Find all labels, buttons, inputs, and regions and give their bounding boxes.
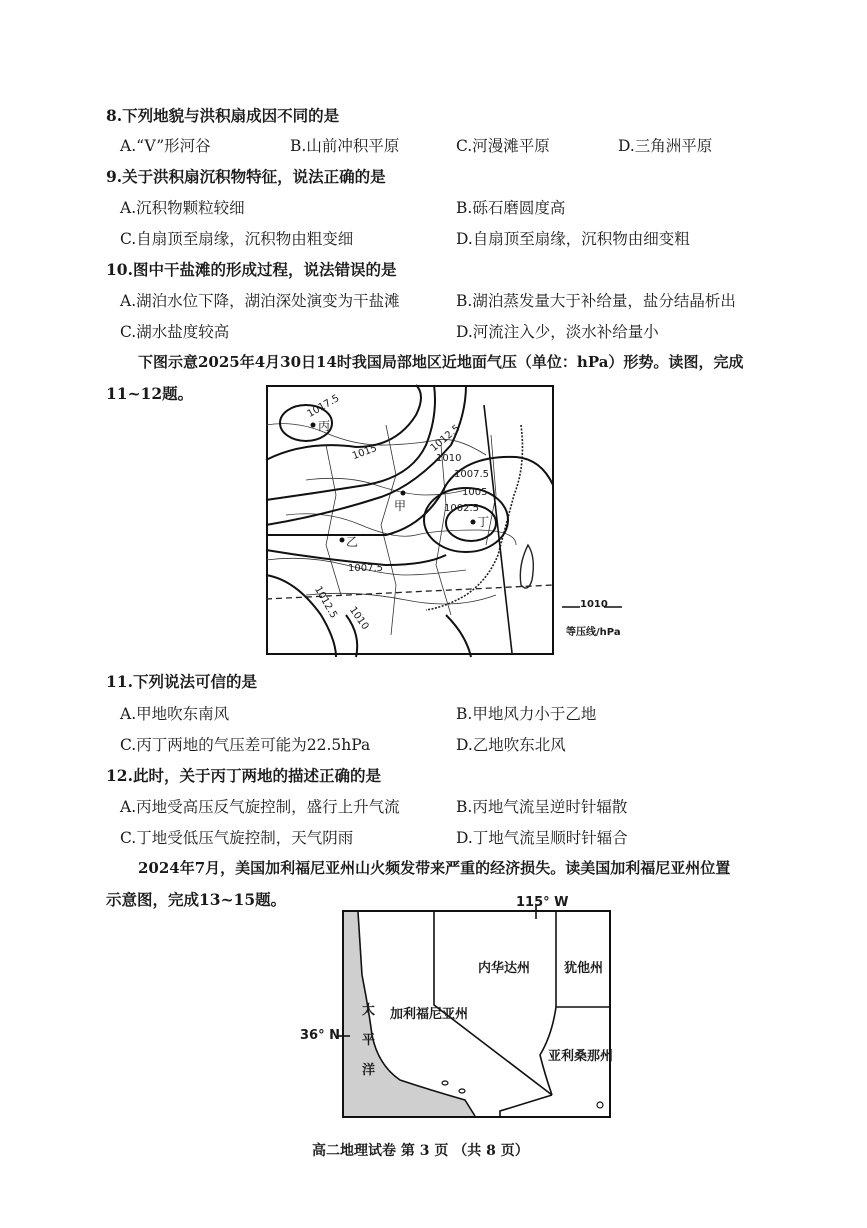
ocean-char-2: 平 <box>362 1033 376 1048</box>
place-bing: 丙 <box>318 419 331 433</box>
q9-option-d: D.自扇顶至扇缘，沉积物由细变粗 <box>456 230 690 248</box>
isobar-label-1005: 1005 <box>462 487 488 498</box>
q11-stem: 11.下列说法可信的是 <box>106 672 257 691</box>
q9-option-b: B.砾石磨圆度高 <box>456 199 566 217</box>
isobar-label-1007-5: 1007.5 <box>454 469 489 480</box>
q10-option-d: D.河流注入少，淡水补给量小 <box>456 323 659 341</box>
isobar-label-1007-5-south: 1007.5 <box>348 563 383 574</box>
q11-option-b: B.甲地风力小于乙地 <box>456 705 597 723</box>
q8-stem: 8.下列地貌与洪积扇成因不同的是 <box>106 106 340 125</box>
q11-option-c: C.丙丁两地的气压差可能为22.5hPa <box>120 736 371 754</box>
legend-isobar-value: 1010 <box>580 599 608 610</box>
state-arizona: 亚利桑那州 <box>548 1049 614 1064</box>
q12-option-b: B.丙地气流呈逆时针辐散 <box>456 798 628 816</box>
longitude-label: 115° W <box>516 895 569 910</box>
isobar-label-1015: 1015 <box>350 442 379 463</box>
intro-1-line-2: 11~12题。 <box>106 384 194 403</box>
intro-2-line-1: 2024年7月，美国加利福尼亚州山火频发带来严重的经济损失。读美国加利福尼亚州位置 <box>138 859 731 877</box>
ocean-char-1: 太 <box>362 1003 376 1018</box>
q8-option-c: C.河漫滩平原 <box>456 137 550 155</box>
q8-option-b: B.山前冲积平原 <box>290 137 400 155</box>
q10-option-c: C.湖水盐度较高 <box>120 323 230 341</box>
q10-stem: 10.图中干盐滩的形成过程，说法错误的是 <box>106 260 397 279</box>
page-footer: 高二地理试卷 第 3 页 （共 8 页） <box>312 1143 529 1159</box>
q12-option-a: A.丙地受高压反气旋控制，盛行上升气流 <box>120 798 400 816</box>
isobar-label-1002-5: 1002.5 <box>444 503 479 514</box>
intro-2-line-2: 示意图，完成13~15题。 <box>106 890 287 909</box>
q12-option-c: C.丁地受低压气旋控制，天气阴雨 <box>120 829 354 847</box>
q11-option-a: A.甲地吹东南风 <box>120 705 230 723</box>
state-nevada: 内华达州 <box>478 961 531 976</box>
q12-option-d: D.丁地气流呈顺时针辐合 <box>456 829 628 847</box>
q10-option-b: B.湖泊蒸发量大于补给量，盐分结晶析出 <box>456 292 736 310</box>
q9-option-a: A.沉积物颗粒较细 <box>120 199 245 217</box>
isobar-label-1012-5-south: 1012.5 <box>311 584 340 621</box>
pressure-map <box>266 385 626 657</box>
legend-isobar-label: 等压线/hPa <box>566 627 621 638</box>
q11-option-d: D.乙地吹东北风 <box>456 736 566 754</box>
isobar-label-1010-south: 1010 <box>346 604 371 633</box>
q10-option-a: A.湖泊水位下降，湖泊深处演变为干盐滩 <box>120 292 400 310</box>
isobar-label-1010: 1010 <box>436 453 462 464</box>
intro-1-line-1: 下图示意2025年4月30日14时我国局部地区近地面气压（单位：hPa）形势。读图，完成 <box>138 353 744 371</box>
place-jia: 甲 <box>394 499 407 513</box>
q9-option-c: C.自扇顶至扇缘，沉积物由粗变细 <box>120 230 354 248</box>
q9-stem: 9.关于洪积扇沉积物特征，说法正确的是 <box>106 167 386 186</box>
q8-option-a: A.“V”形河谷 <box>120 137 211 155</box>
ocean-char-3: 洋 <box>362 1063 376 1078</box>
place-yi: 乙 <box>346 535 359 549</box>
state-utah: 犹他州 <box>564 961 604 976</box>
q8-option-d: D.三角洲平原 <box>618 137 713 155</box>
california-map <box>300 895 620 1125</box>
latitude-label: 36° N <box>300 1028 340 1043</box>
q12-stem: 12.此时，关于丙丁两地的描述正确的是 <box>106 766 381 785</box>
isobar-label-1012-5: 1012.5 <box>428 423 463 454</box>
isobar-label-1017-5: 1017.5 <box>305 392 342 421</box>
place-ding: 丁 <box>477 515 490 529</box>
state-california: 加利福尼亚州 <box>390 1007 469 1022</box>
